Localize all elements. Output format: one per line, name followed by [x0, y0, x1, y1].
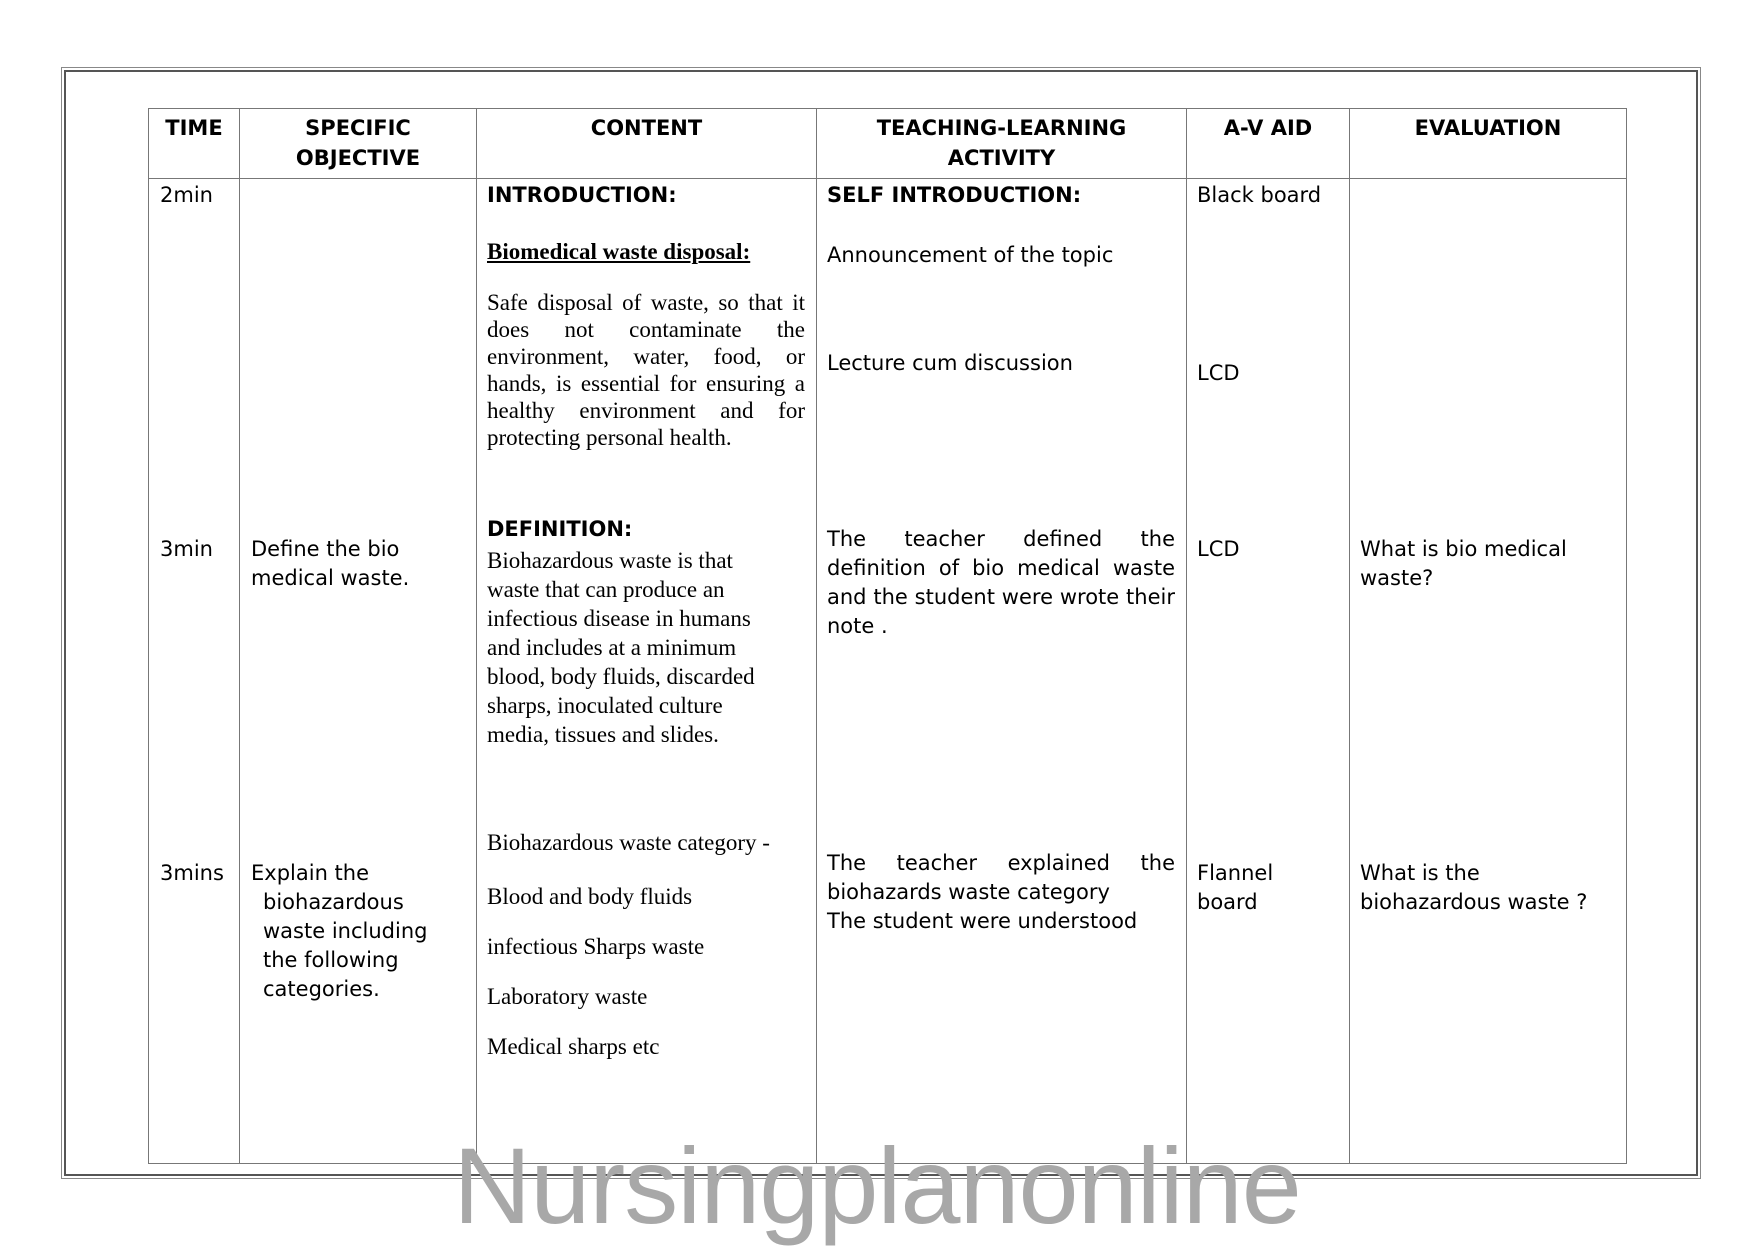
row2-content-heading: DEFINITION: [487, 517, 633, 541]
row1-content-text: Safe disposal of waste, so that it does not contaminate the environment, water, food, or hands, is essential for ensuring a healthy environment and for protecting personal health. [487, 290, 805, 450]
row3-activity-1: The teacher explained the biohazards waste category [827, 851, 1175, 904]
time-cell [149, 179, 240, 1164]
table-body-row [149, 179, 1627, 1164]
header-evaluation: EVALUATION [1350, 109, 1627, 179]
row3-activity-2: The student were understood [827, 909, 1138, 933]
header-activity: TEACHING-LEARNING ACTIVITY [817, 109, 1187, 179]
row1-av-aid-1: Black board [1197, 183, 1322, 207]
row3-content-item: infectious Sharps waste [487, 934, 705, 959]
header-objective: SPECIFIC OBJECTIVE [240, 109, 477, 179]
row1-time: 2min [160, 183, 213, 207]
evaluation-cell [1350, 179, 1627, 1164]
row1-content-subheading: Biomedical waste disposal: [487, 239, 751, 264]
content-cell [477, 179, 817, 1164]
header-row [149, 109, 1627, 179]
header-content: CONTENT [477, 109, 817, 179]
row3-evaluation: What is the biohazardous waste ? [1360, 861, 1588, 914]
row3-content-item: Blood and body fluids [487, 884, 693, 909]
av-aid-cell [1187, 179, 1350, 1164]
row1-av-aid-2: LCD [1197, 361, 1240, 385]
row1-activity-heading: SELF INTRODUCTION: [827, 183, 1082, 207]
row3-av-aid: Flannel board [1197, 861, 1274, 914]
activity-cell [817, 179, 1187, 1164]
header-time: TIME [149, 109, 240, 179]
row3-objective: Explain the biohazardous waste including the following categories. [251, 861, 428, 1001]
watermark: Nursingplanonline [453, 1125, 1301, 1246]
row2-activity: The teacher defined the definition of bio medical waste and the student were wrote their note . [827, 527, 1175, 638]
row3-content-item: Laboratory waste [487, 984, 648, 1009]
objective-cell [240, 179, 477, 1164]
row2-evaluation: What is bio medical waste? [1360, 537, 1567, 590]
header-av-aid: A-V AID [1187, 109, 1350, 179]
row3-content-heading: Biohazardous waste category - [487, 830, 770, 855]
row3-time: 3mins [160, 861, 224, 885]
row2-time: 3min [160, 537, 213, 561]
row3-content-item: Medical sharps etc [487, 1034, 660, 1059]
row2-av-aid: LCD [1197, 537, 1240, 561]
row1-activity-1: Announcement of the topic [827, 243, 1114, 267]
lesson-plan-table [148, 108, 1627, 1164]
row2-objective: Define the bio medical waste. [251, 537, 410, 590]
row1-content-heading: INTRODUCTION: [487, 183, 677, 207]
row1-activity-2: Lecture cum discussion [827, 351, 1073, 375]
row2-content-text: Biohazardous waste is that waste that can produce an infectious disease in humans and includes at a minimum blood, body fluids, discarded sharps, inoculated culture media, tissues and slides. [487, 548, 755, 747]
